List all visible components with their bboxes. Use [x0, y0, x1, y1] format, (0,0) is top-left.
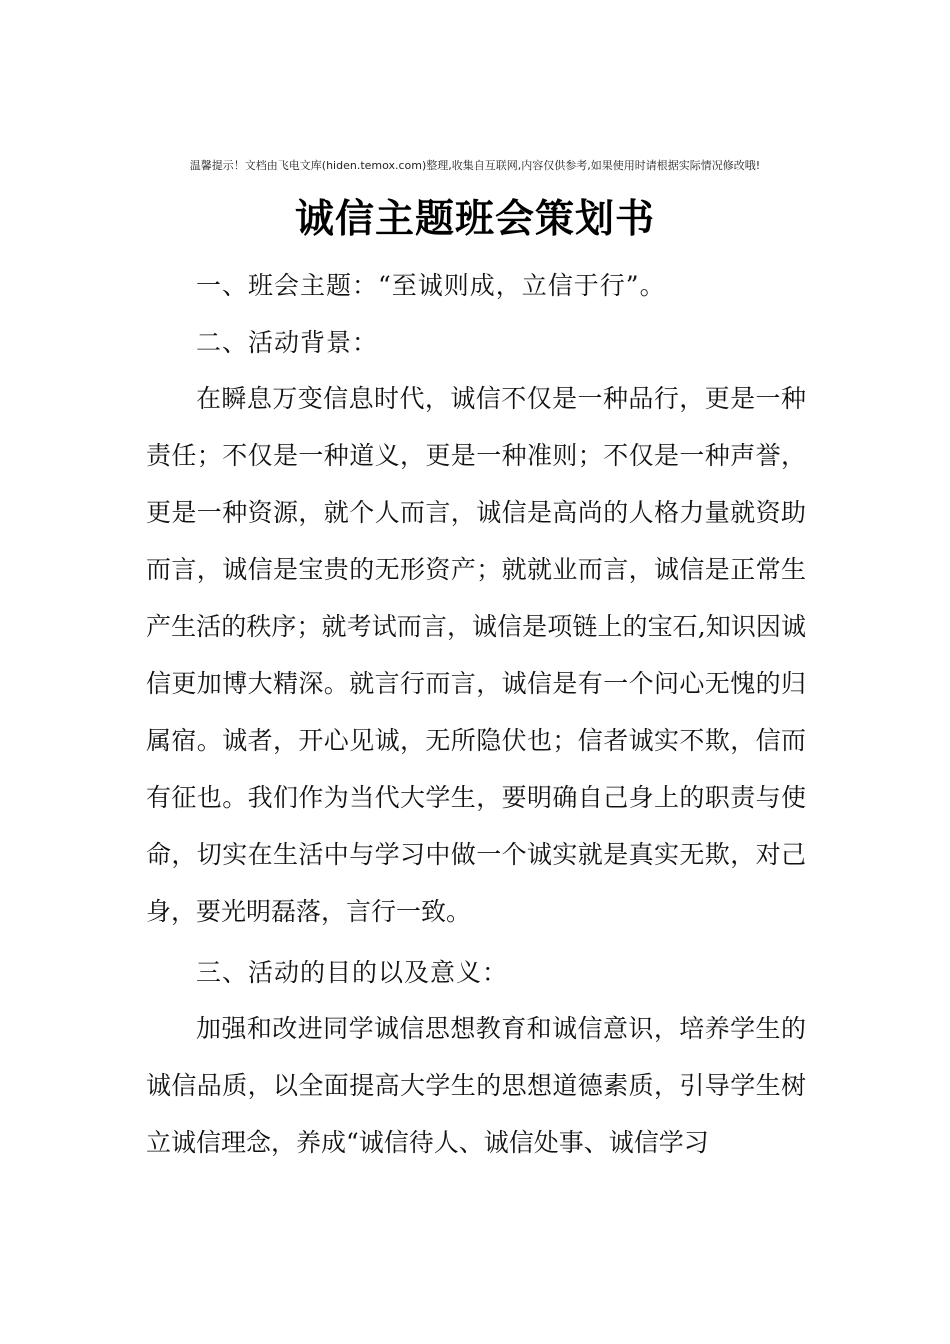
- section-heading-purpose: 三、活动的目的以及意义：: [196, 958, 509, 987]
- purpose-paragraph: 加强和改进同学诚信思想教育和诚信意识，培养学生的诚信品质，以全面提高大学生的思想道德素质，引导学生树立诚信理念，养成“诚信待人、诚信处事、诚信学习: [146, 1014, 806, 1157]
- section-heading-background: 二、活动背景：: [196, 328, 379, 357]
- document-title: 诚信主题班会策划书: [294, 197, 655, 242]
- section-heading-theme: 一、班会主题：“至诚则成，立信于行”。: [196, 271, 666, 300]
- background-paragraph: 在瞬息万变信息时代，诚信不仅是一种品行，更是一种责任；不仅是一种道义，更是一种准则；不仅是一种声誉，更是一种资源，就个人而言，诚信是高尚的人格力量就资助而言，诚信是宝贵的无形资产；就就业而言，诚信是正常生产生活的秩序；就考试而言，诚信是项链上的宝石,知识因诚信更加博大精深。就言行而言，诚信是有一个问心无愧的归属宿。诚者，开心见诚，无所隐伏也；信者诚实不欺，信而有征也。我们作为当代大学生，要明确自己身上的职责与使命，切实在生活中与学习中做一个诚实就是真实无欺，对己身，要光明磊落，言行一致。: [146, 384, 806, 926]
- header-notice: 温馨提示！文档由飞电文库(hiden.temox.com)整理,收集自互联网,内容仅供参考,如果使用时请根据实际情况修改哦!: [189, 159, 761, 172]
